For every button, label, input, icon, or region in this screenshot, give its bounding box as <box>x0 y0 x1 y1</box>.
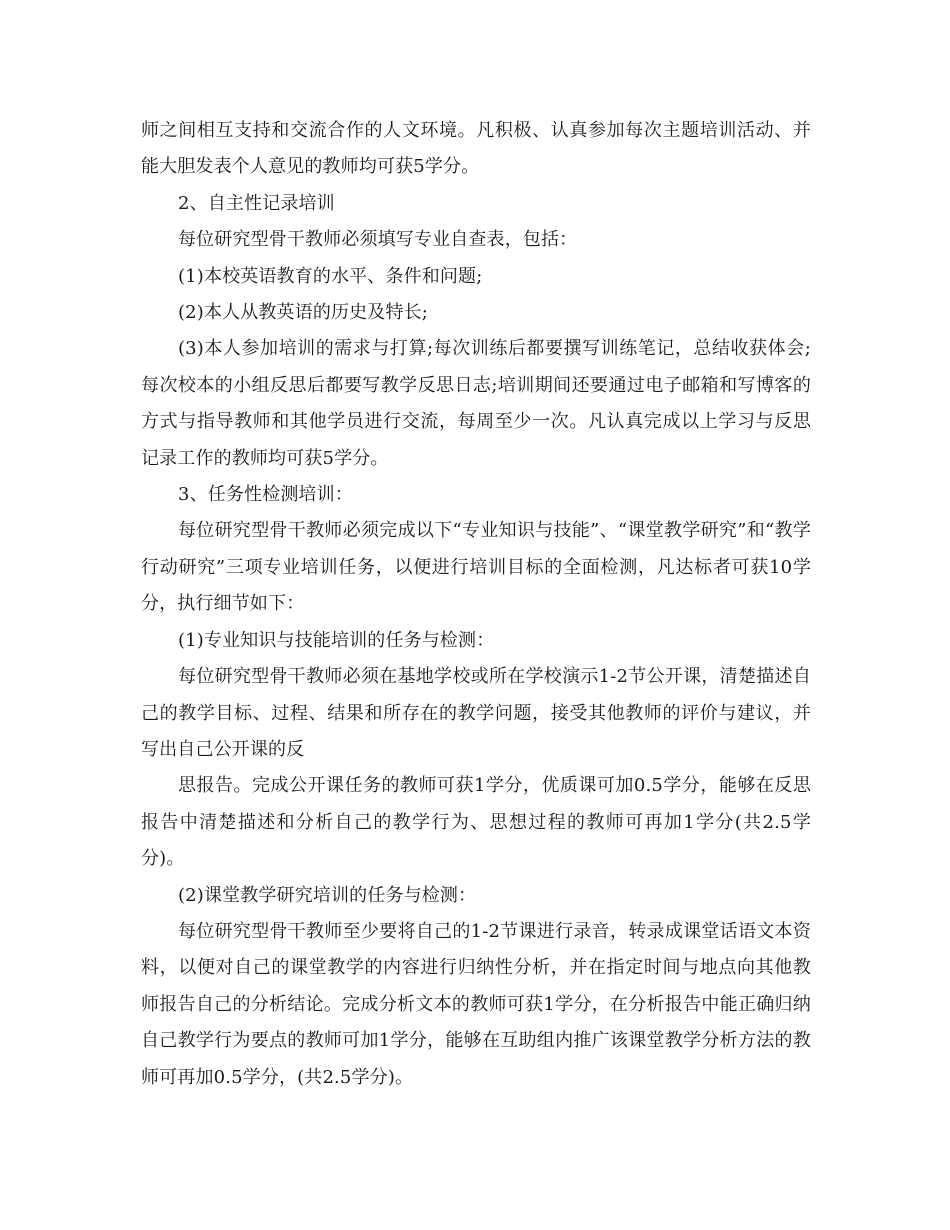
paragraph: 每位研究型骨干教师至少要将自己的1-2节课进行录音，转录成课堂话语文本资料，以便对自己的课堂教学的内容进行归纳性分析，并在指定时间与地点向其他教师报告自己的分析结论。完成分析文本的教师可获1学分，在分析报告中能正确归纳自己教学行为要点的教师可加1学分，能够在互助组内推广该课堂教学分析方法的教师可再加0.5学分，(共2.5学分)。 <box>141 920 811 1088</box>
document-body <box>141 113 811 1096</box>
subsection-heading: (2)课堂教学研究培训的任务与检测： <box>178 884 477 906</box>
paragraph: 思报告。完成公开课任务的教师可获1学分，优质课可加0.5学分，能够在反思报告中清楚描述和分析自己的教学行为、思想过程的教师可再加1学分(共2.5学分)。 <box>141 775 811 870</box>
paragraph: 每位研究型骨干教师必须完成以下“专业知识与技能”、“课堂教学研究”和“教学行动研究”三项专业培训任务，以便进行培训目标的全面检测，凡达标者可获10学分，执行细节如下： <box>141 520 811 615</box>
section-heading: 3、任务性检测培训： <box>178 484 353 506</box>
list-item: (1)本校英语教育的水平、条件和问题; <box>178 265 483 287</box>
list-item: (3)本人参加培训的需求与打算;每次训练后都要撰写训练笔记，总结收获体会;每次校本的小组反思后都要写教学反思日志;培训期间还要通过电子邮箱和写博客的方式与指导教师和其他学员进行交流，每周至少一次。凡认真完成以上学习与反思记录工作的教师均可获5学分。 <box>141 338 811 469</box>
subsection-heading: (1)专业知识与技能培训的任务与检测： <box>178 629 495 651</box>
list-item: (2)本人从教英语的历史及特长; <box>178 302 428 324</box>
paragraph: 每位研究型骨干教师必须填写专业自查表，包括： <box>178 229 578 251</box>
paragraph: 每位研究型骨干教师必须在基地学校或所在学校演示1-2节公开课，清楚描述自己的教学目标、过程、结果和所存在的教学问题，接受其他教师的评价与建议，并写出自己公开课的反 <box>141 666 811 760</box>
section-heading: 2、自主性记录培训 <box>178 192 335 214</box>
paragraph: 师之间相互支持和交流合作的人文环境。凡积极、认真参加每次主题培训活动、并能大胆发表个人意见的教师均可获5学分。 <box>141 120 811 178</box>
